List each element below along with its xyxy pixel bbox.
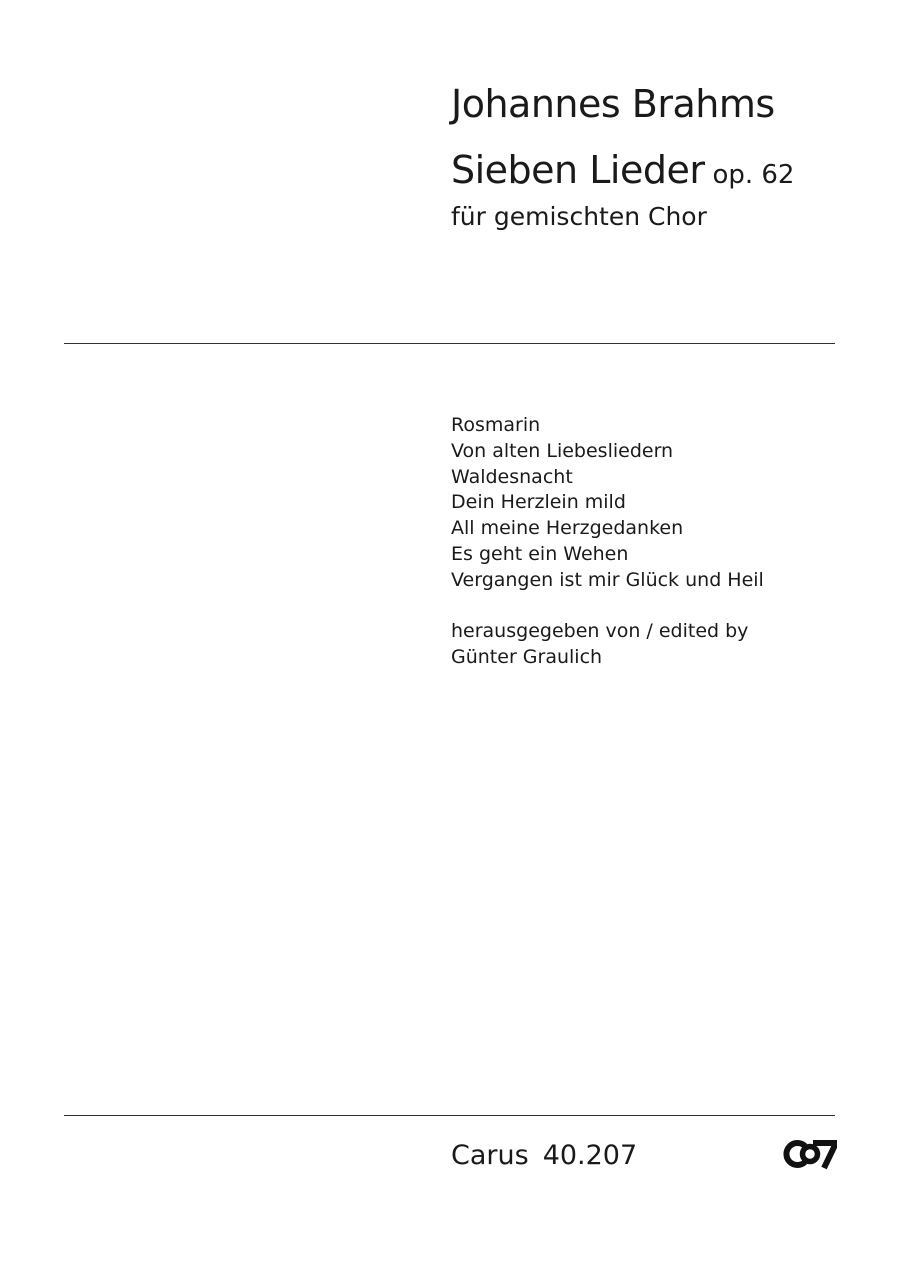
song-item: Es geht ein Wehen	[451, 542, 629, 565]
work-title: Sieben Lieder	[451, 148, 705, 192]
song-item: Rosmarin	[451, 414, 541, 436]
song-item: Von alten Liebesliedern	[451, 439, 674, 462]
song-item: Vergangen ist mir Glück und Heil	[451, 568, 764, 591]
catalog-info	[451, 1140, 637, 1171]
publisher-name: Carus	[451, 1140, 529, 1171]
editor-name: Günter Graulich	[451, 645, 603, 668]
title-line	[451, 148, 794, 192]
song-item: Dein Herzlein mild	[451, 491, 626, 514]
editor-credit	[451, 619, 748, 671]
catalog-number: 40.207	[542, 1140, 638, 1171]
bottom-divider	[64, 1115, 835, 1116]
composer-name: Johannes Brahms	[451, 82, 775, 126]
song-item: Waldesnacht	[451, 465, 573, 488]
editor-label: herausgegeben von / edited by	[451, 620, 749, 642]
work-subtitle: für gemischten Chor	[451, 202, 707, 231]
opus-number: op. 62	[712, 160, 795, 190]
carus-logo-icon	[783, 1138, 837, 1170]
song-list	[451, 413, 764, 594]
song-item: All meine Herzgedanken	[451, 517, 684, 540]
top-divider	[64, 343, 835, 344]
